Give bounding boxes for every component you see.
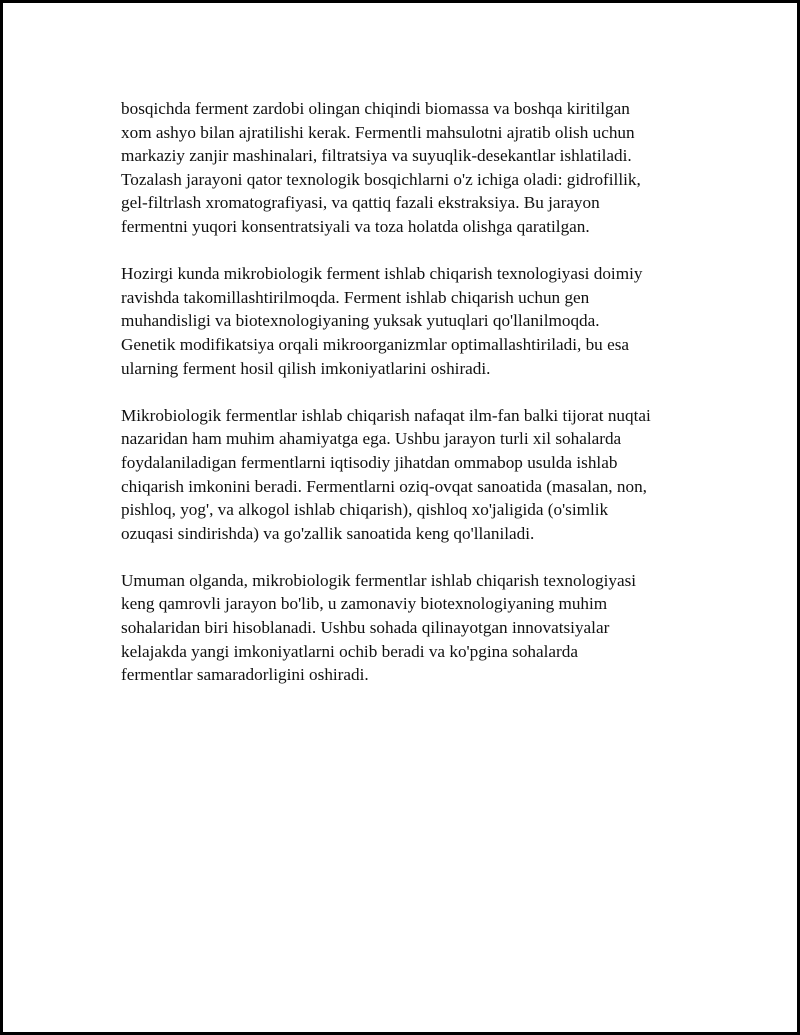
text-line: xom ashyo bilan ajratilishi kerak. Fermentli mahsulotni ajratib olish uchun bbox=[121, 122, 635, 142]
text-line: pishloq, yog', va alkogol ishlab chiqarish), qishloq xo'jaligida (o'simlik bbox=[121, 500, 609, 520]
text-line: kelajakda yangi imkoniyatlarni ochib beradi va ko'pgina sohalarda bbox=[121, 641, 578, 661]
text-line: ravishda takomillashtirilmoqda. Ferment ishlab chiqarish uchun gen bbox=[121, 287, 590, 307]
paragraph-2 bbox=[121, 262, 701, 380]
text-line: foydalaniladigan fermentlarni iqtisodiy jihatdan ommabop usulda ishlab bbox=[121, 452, 618, 472]
paragraph-4 bbox=[121, 569, 701, 687]
text-line: Tozalash jarayoni qator texnologik bosqichlarni o'z ichiga oladi: gidrofillik, bbox=[121, 169, 641, 189]
text-line: chiqarish imkonini beradi. Fermentlarni oziq-ovqat sanoatida (masalan, non, bbox=[121, 476, 647, 496]
document-body bbox=[121, 97, 701, 710]
paragraph-1 bbox=[121, 97, 701, 239]
text-line: Genetik modifikatsiya orqali mikroorganizmlar optimallashtiriladi, bu esa bbox=[121, 334, 630, 354]
text-line: bosqichda ferment zardobi olingan chiqindi biomassa va boshqa kiritilgan bbox=[121, 99, 630, 118]
text-line: Umuman olganda, mikrobiologik fermentlar ishlab chiqarish texnologiyasi bbox=[121, 570, 637, 590]
text-line: Hozirgi kunda mikrobiologik ferment ishlab chiqarish texnologiyasi doimiy bbox=[121, 264, 643, 284]
text-line: markaziy zanjir mashinalari, filtratsiya va suyuqlik-desekantlar ishlatiladi. bbox=[121, 146, 632, 166]
paragraph-3 bbox=[121, 404, 701, 546]
text-line: nazaridan ham muhim ahamiyatga ega. Ushbu jarayon turli xil sohalarda bbox=[121, 429, 622, 449]
text-line: sohalaridan biri hisoblanadi. Ushbu sohada qilinayotgan innovatsiyalar bbox=[121, 618, 610, 638]
text-line: ozuqasi sindirishda) va go'zallik sanoatida keng qo'llaniladi. bbox=[121, 523, 535, 543]
text-line: ularning ferment hosil qilish imkoniyatlarini oshiradi. bbox=[121, 358, 491, 378]
text-line: muhandisligi va biotexnologiyaning yuksak yutuqlari qo'llanilmoqda. bbox=[121, 311, 600, 331]
text-line: fermentlar samaradorligini oshiradi. bbox=[121, 665, 369, 685]
text-line: Mikrobiologik fermentlar ishlab chiqarish nafaqat ilm-fan balki tijorat nuqtai bbox=[121, 405, 651, 425]
text-line: keng qamrovli jarayon bo'lib, u zamonaviy biotexnologiyaning muhim bbox=[121, 594, 608, 614]
text-line: gel-filtrlash xromatografiyasi, va qattiq fazali ekstraksiya. Bu jarayon bbox=[121, 193, 600, 213]
text-line: fermentni yuqori konsentratsiyali va toza holatda olishga qaratilgan. bbox=[121, 216, 590, 236]
